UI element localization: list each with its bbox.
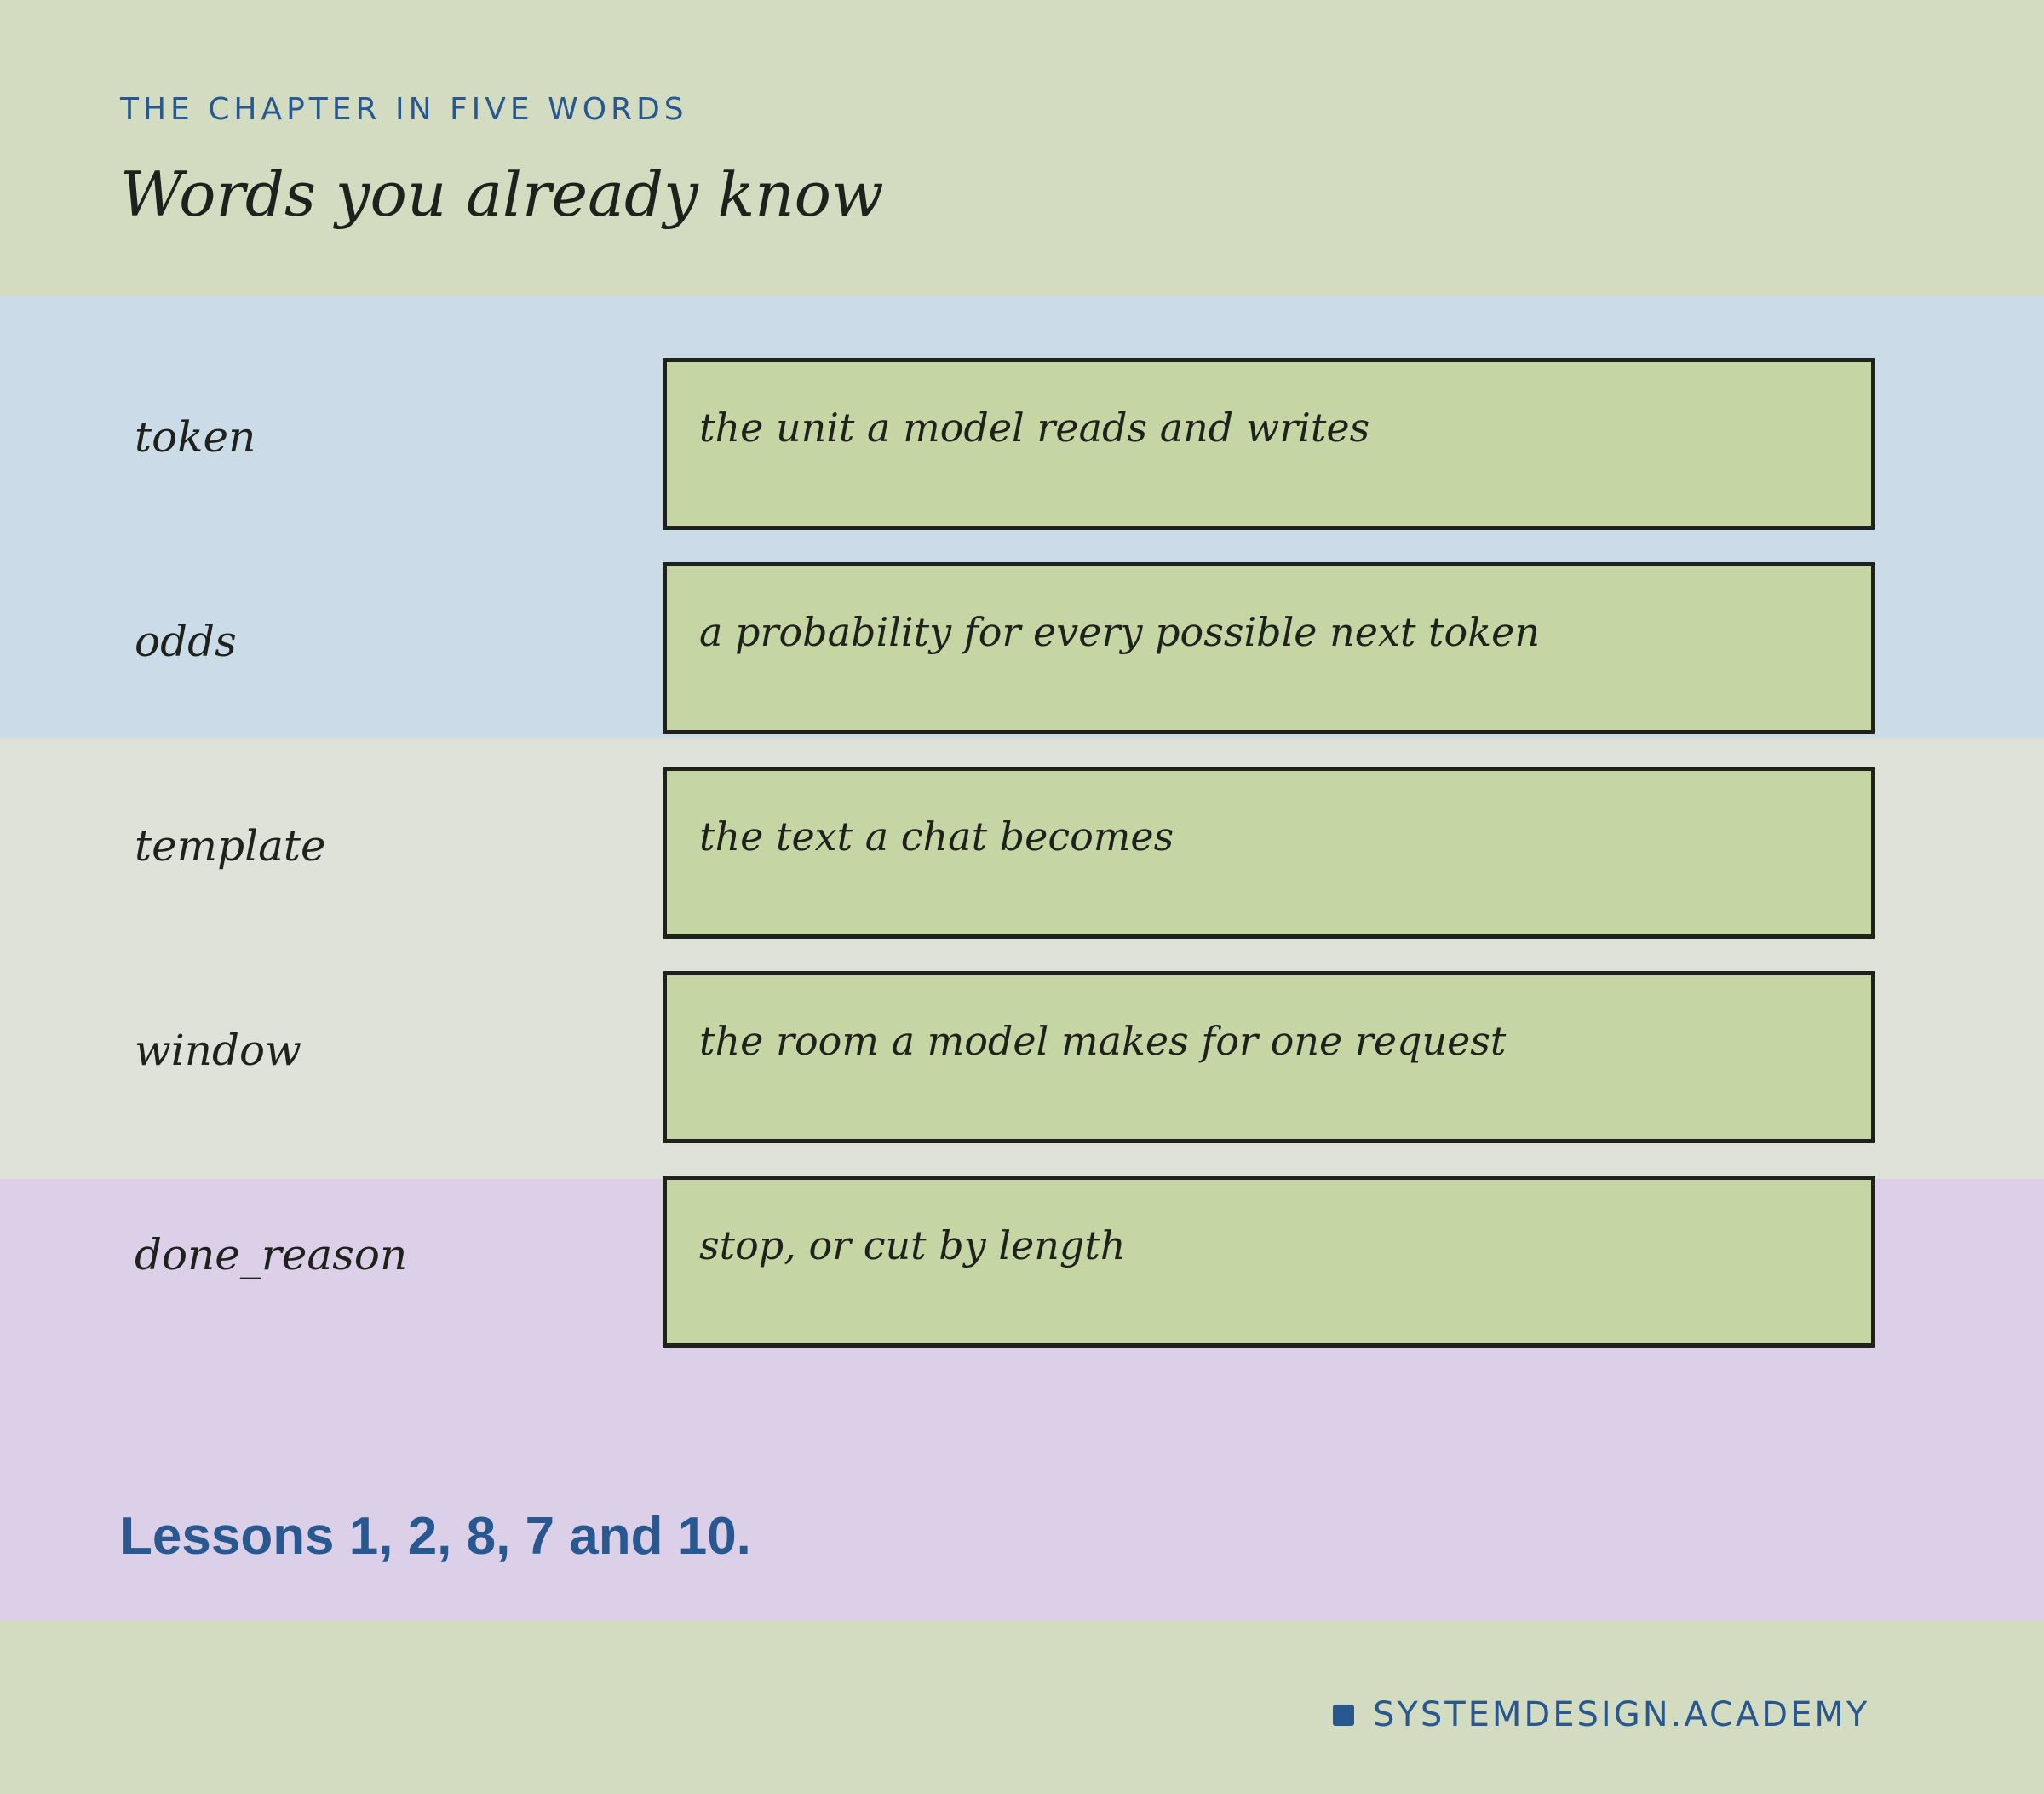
term-row-window [0,971,2044,1147]
definition-box [663,971,1875,1143]
definition-box [663,1176,1875,1348]
definition-text: the text a chat becomes [699,814,1174,860]
definition-text: the room a model makes for one request [699,1018,1507,1064]
term-row-odds [0,562,2044,738]
definition-box [663,767,1875,939]
term-label: token [135,412,256,462]
page-title: Words you already know [120,158,884,230]
definition-text: stop, or cut by length [699,1222,1126,1268]
term-row-token [0,358,2044,533]
brand-link[interactable] [1333,1695,1869,1734]
definition-text: the unit a model reads and writes [699,405,1370,451]
term-label: done_reason [135,1230,408,1279]
section-eyebrow: THE CHAPTER IN FIVE WORDS [120,92,688,127]
term-label: template [135,821,326,871]
term-label: window [135,1026,301,1075]
brand-label: SYSTEMDESIGN.ACADEMY [1373,1695,1870,1734]
lessons-note: Lessons 1, 2, 8, 7 and 10. [120,1507,751,1566]
definition-box [663,562,1875,734]
term-row-template [0,767,2044,942]
square-icon [1333,1705,1354,1726]
term-row-done-reason [0,1176,2044,1351]
definition-box [663,358,1875,530]
term-label: odds [135,617,237,666]
definition-text: a probability for every possible next token [699,609,1540,655]
